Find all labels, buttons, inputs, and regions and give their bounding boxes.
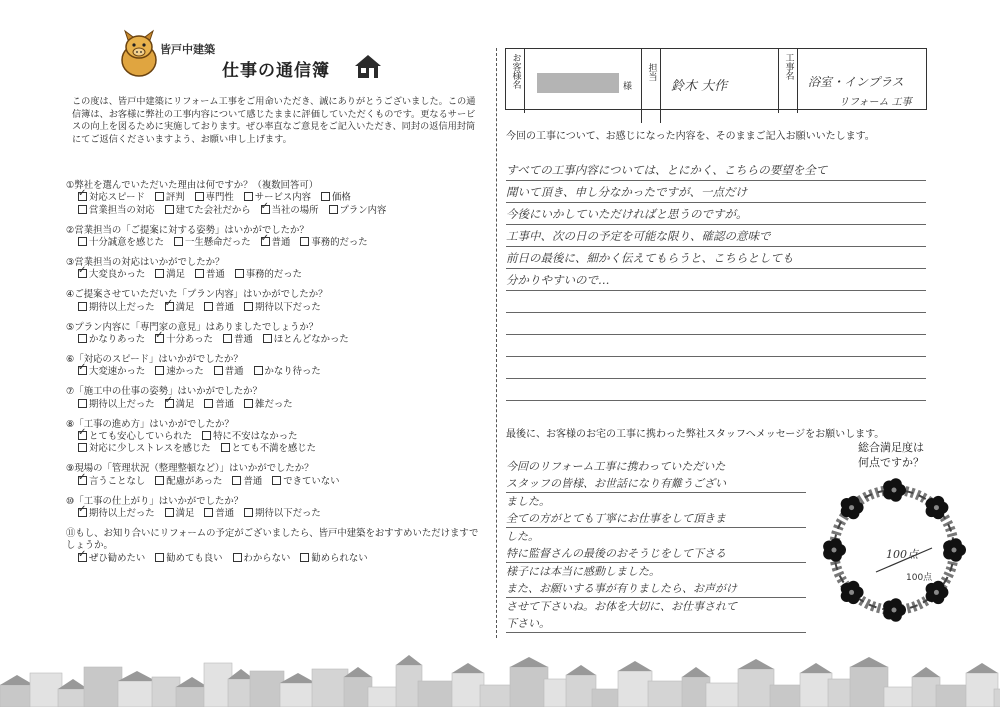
skyline-roof [738, 659, 774, 669]
answer-label: 期待以上だった [89, 398, 155, 410]
answer-option[interactable] [329, 205, 387, 216]
brand-name: 皆戸中建築 [160, 43, 215, 56]
answer-label: かなり待った [264, 366, 321, 378]
message-handwriting-line: 今回のリフォーム工事に携わっていただいた [506, 460, 726, 473]
question-text: ④ご提案させていただいた「プラン内容」はいかがでしたか？ [66, 289, 328, 301]
comment-handwriting-line: 前日の最後に、細かく伝えてもらうと、こちらとしても [506, 248, 926, 269]
checked-checkbox-icon[interactable] [78, 553, 87, 562]
comment-handwriting-line: 聞いて頂き、申し分なかったですが、一点だけ [506, 182, 926, 203]
checked-checkbox-icon[interactable] [165, 399, 174, 408]
answer-label: 普通 [224, 366, 244, 378]
skyline-building [850, 667, 888, 707]
skyline-building [648, 681, 686, 707]
answer-option[interactable] [204, 302, 234, 313]
answer-label: 期待以下だった [255, 508, 321, 520]
brand-logo-text [160, 43, 215, 56]
answer-option[interactable] [195, 269, 225, 280]
answer-option[interactable] [78, 205, 155, 216]
checkbox-icon[interactable] [329, 205, 338, 214]
question-text: ⑧「工事の進め方」はいかがでしたか？ [66, 418, 234, 430]
skyline-roof [176, 677, 208, 687]
question-block [66, 419, 486, 456]
question-block [66, 257, 486, 282]
comment-handwriting-line: 分かりやすいので… [506, 270, 926, 291]
ruled-line [506, 358, 926, 379]
question-text: ⑦「施工中の仕事の姿勢」はいかがでしたか？ [66, 386, 262, 398]
answer-option[interactable] [221, 443, 316, 454]
checked-checkbox-icon[interactable] [78, 366, 87, 375]
checkbox-icon[interactable] [321, 192, 330, 201]
answer-option[interactable] [300, 553, 367, 564]
message-handwriting-line: 下さい。 [506, 615, 806, 633]
flower-icon [883, 598, 906, 621]
checkbox-icon[interactable] [244, 302, 253, 311]
answer-option[interactable] [78, 302, 155, 313]
answer-label: 大変良かった [89, 269, 146, 281]
skyline-building [312, 669, 348, 707]
answer-label: 当社の場所 [271, 204, 319, 216]
answer-option[interactable] [254, 366, 321, 377]
answer-option[interactable] [78, 399, 155, 410]
checkbox-icon[interactable] [204, 508, 213, 517]
skyline-building [58, 689, 88, 707]
answer-option[interactable] [263, 334, 349, 345]
question-block [66, 354, 486, 379]
message-prompt: 最後に、お客様のお宅の工事に携わった弊社スタッフへメッセージをお願いします。 [506, 429, 885, 440]
ruled-line [506, 292, 926, 313]
answer-label: 満足 [175, 398, 195, 410]
answer-option[interactable] [232, 476, 262, 487]
answer-option[interactable] [78, 553, 145, 564]
answer-label: ぜひ勧めたい [89, 552, 146, 564]
answer-option[interactable] [244, 508, 321, 519]
skyline-building [368, 687, 400, 707]
skyline-building [592, 689, 622, 707]
answer-option[interactable] [204, 508, 234, 519]
message-handwriting-line: 全ての方がとても丁寧にお仕事をして頂きま [506, 510, 806, 528]
answer-label: 事務的だった [311, 237, 368, 249]
checked-checkbox-icon[interactable] [155, 334, 164, 343]
answer-label: 専門性 [205, 192, 234, 204]
checkbox-icon[interactable] [254, 366, 263, 375]
question-block [66, 289, 486, 314]
checkbox-icon[interactable] [165, 205, 174, 214]
house-icon [354, 53, 382, 79]
message-handwriting-line: 特に監督さんの最後のおそうじをして下さる [506, 545, 806, 563]
answer-label: 一生懸命だった [185, 237, 251, 249]
question-block [66, 180, 486, 217]
answer-label: 普通 [215, 508, 235, 520]
checked-checkbox-icon[interactable] [78, 192, 87, 201]
staff-name: 鈴木 大作 [671, 79, 728, 94]
checked-checkbox-icon[interactable] [165, 302, 174, 311]
skyline-building [966, 673, 998, 707]
question-text: ⑤プラン内容に「専門家の意見」はありましたでしょうか？ [66, 321, 319, 333]
answer-option[interactable] [195, 192, 234, 203]
checked-checkbox-icon[interactable] [261, 205, 270, 214]
answer-option[interactable] [78, 192, 145, 203]
answer-option[interactable] [214, 366, 244, 377]
comment-handwriting-line: 工事中、次の日の予定を可能な限り、確認の意味で [506, 226, 926, 247]
flower-icon [823, 538, 846, 561]
answer-label: 特に不安はなかった [213, 431, 298, 442]
intro-text: この度は、皆戸中建築にリフォーム工事をご用命いただき、誠にありがとうございました。この通信簿は、お客様に弊社の工事内容について感じたままに評価していただくものです。更なるサービスの向上を図るために実施しております。ぜひ率直なご意見をご記入いただき、同封の返信用封筒にてご返信くださいますよう、お願い申し上げます。 [72, 96, 476, 145]
ruled-line [506, 336, 926, 357]
flower-icon [926, 581, 949, 604]
score-value: 100点 [886, 548, 918, 561]
skyline-building [994, 689, 1000, 707]
skyline-roof [510, 657, 548, 667]
skyline-roof [618, 661, 652, 671]
answer-option[interactable] [78, 334, 145, 345]
answer-label: 普通 [215, 301, 235, 313]
answer-option[interactable] [165, 508, 195, 519]
checkbox-icon[interactable] [214, 366, 223, 375]
answer-option[interactable] [155, 553, 222, 564]
answer-label: 勧められない [311, 552, 368, 564]
skyline-building [770, 685, 804, 707]
checkbox-icon[interactable] [78, 205, 87, 214]
answer-label: とても不満を感じた [231, 443, 316, 455]
skyline-building [884, 687, 916, 707]
skyline-roof [0, 675, 34, 685]
question-text: ⑥「対応のスピード」はいかがでしたか？ [66, 353, 243, 365]
ruled-line [506, 314, 926, 335]
skyline-building [0, 685, 34, 707]
skyline-roof [912, 667, 940, 677]
comment-handwriting-line: 今後にいかしていただければと思うのですが。 [506, 204, 926, 225]
answer-label: 満足 [166, 269, 186, 281]
skyline-roof [682, 667, 710, 677]
checkbox-icon[interactable] [78, 443, 87, 452]
answer-label: 営業担当の対応 [89, 204, 155, 216]
question-text: ⑩「工事の仕上がり」はいかがでしたか？ [66, 495, 244, 507]
checkbox-icon[interactable] [221, 443, 230, 452]
answer-label: 大変速かった [89, 366, 146, 378]
answer-label: 十分誠意を感じた [89, 237, 165, 249]
checked-checkbox-icon[interactable] [78, 431, 87, 440]
answer-label: わからない [243, 552, 291, 564]
checkbox-icon[interactable] [300, 553, 309, 562]
skyline-roof [58, 679, 88, 689]
answer-option[interactable] [155, 476, 222, 487]
skyline-building [480, 685, 514, 707]
answer-option[interactable] [174, 237, 251, 248]
answer-label: 言うことなし [89, 475, 146, 487]
answer-option[interactable] [78, 237, 164, 248]
message-handwriting-line: 様子には本当に感動しました。 [506, 565, 660, 578]
checkbox-icon[interactable] [78, 237, 87, 246]
skyline-building [418, 681, 456, 707]
answer-option[interactable] [155, 334, 213, 345]
answer-label: 普通 [243, 475, 263, 487]
answer-label: 対応スピード [89, 192, 145, 204]
skyline-roof [118, 671, 156, 681]
flower-wreath-score [814, 470, 974, 630]
answer-option[interactable] [78, 269, 145, 280]
checkbox-icon[interactable] [155, 553, 164, 562]
answer-option[interactable] [321, 192, 351, 203]
skyline-roof [452, 663, 484, 673]
question-block [66, 528, 486, 565]
answer-label: 対応に少しストレスを感じた [89, 443, 211, 455]
answer-label: とても安心していられた [89, 431, 193, 442]
checkbox-icon[interactable] [202, 431, 211, 440]
skyline-roof [800, 663, 832, 673]
boar-mascot-logo [115, 28, 163, 80]
skyline-building [706, 683, 742, 707]
checkbox-icon[interactable] [204, 302, 213, 311]
answer-label: 価格 [332, 192, 351, 204]
skyline-roof [850, 657, 888, 667]
score-max: 100点 [906, 573, 933, 583]
message-area [506, 458, 806, 633]
answer-label: ほとんどなかった [273, 334, 349, 346]
answer-option[interactable] [165, 205, 251, 216]
customer-name-label: お客様名 [506, 49, 525, 113]
checkbox-icon[interactable] [300, 237, 309, 246]
skyline-building [84, 667, 122, 707]
answer-label: 普通 [233, 334, 253, 346]
answer-label: できていない [283, 475, 340, 487]
answer-option[interactable] [155, 192, 185, 203]
answer-label: 建てた会社だから [175, 204, 251, 216]
skyline-building [30, 673, 62, 707]
answer-option[interactable] [204, 399, 234, 410]
answer-option[interactable] [233, 553, 291, 564]
checkbox-icon[interactable] [244, 192, 253, 201]
comment-prompt: 今回の工事について、お感じになった内容を、そのままご記入お願いいたします。 [506, 131, 875, 142]
checkbox-icon[interactable] [174, 237, 183, 246]
answer-label: 雑だった [255, 398, 293, 410]
checkbox-icon[interactable] [195, 269, 204, 278]
message-handwriting-line: スタッフの皆様、お世話になり有難うござい [506, 475, 806, 493]
checkbox-icon[interactable] [78, 399, 87, 408]
checkbox-icon[interactable] [232, 476, 241, 485]
answer-option[interactable] [78, 508, 155, 519]
answer-label: 満足 [175, 301, 195, 313]
answer-label: 期待以上だった [89, 301, 155, 313]
answer-label: 速かった [166, 366, 204, 378]
answer-label: 普通 [271, 237, 291, 249]
answer-label: かなりあった [89, 334, 146, 346]
answer-option[interactable] [155, 269, 185, 280]
message-handwriting-line: ました。 [506, 495, 550, 508]
skyline-building [738, 669, 774, 707]
checkbox-icon[interactable] [263, 334, 272, 343]
checkbox-icon[interactable] [155, 366, 164, 375]
answer-label: 勧めても良い [166, 552, 223, 564]
satisfaction-line2: 何点ですか？ [858, 456, 924, 469]
answer-option[interactable] [261, 237, 291, 248]
message-handwriting-line: また、お願いする事が有りましたら、お声がけ [506, 580, 806, 598]
question-text: ②営業担当の「ご提案に対する姿勢」はいかがでしたか？ [66, 224, 309, 236]
checkbox-icon[interactable] [78, 302, 87, 311]
skyline-building [618, 671, 652, 707]
checkbox-icon[interactable] [233, 553, 242, 562]
answer-label: 事務的だった [245, 269, 303, 281]
message-handwriting-line: した。 [506, 530, 539, 543]
answer-label: 期待以上だった [89, 508, 155, 520]
answer-label: 普通 [206, 269, 225, 281]
skyline-building [176, 687, 208, 707]
flower-icon [926, 496, 949, 519]
message-handwriting-line: させて下さいね。お体を大切に、お仕事されて [506, 600, 737, 613]
answer-label: 配慮があった [166, 475, 223, 487]
skyline-roof [566, 665, 596, 675]
question-block [66, 322, 486, 347]
checkbox-icon[interactable] [195, 192, 204, 201]
answer-label: 十分あった [166, 334, 213, 346]
skyline-roof [280, 673, 316, 683]
answer-option[interactable] [165, 399, 195, 410]
page-divider [496, 48, 497, 638]
skyline-building [452, 673, 484, 707]
checkbox-icon[interactable] [244, 399, 253, 408]
flower-icon [883, 478, 906, 501]
flower-icon [943, 538, 966, 561]
comment-handwriting-line: すべての工事内容については、とにかく、こちらの要望を全て [506, 160, 926, 181]
answer-option[interactable] [244, 302, 321, 313]
skyline-building [118, 681, 156, 707]
satisfaction-line1: 総合満足度は [858, 441, 924, 454]
work-name-line2: リフォーム 工事 [839, 97, 912, 108]
answer-option[interactable] [78, 443, 211, 454]
question-block [66, 463, 486, 488]
answer-option[interactable] [202, 431, 297, 442]
answer-option[interactable] [78, 476, 145, 487]
checkbox-icon[interactable] [223, 334, 232, 343]
question-block [66, 386, 486, 411]
answer-option[interactable] [78, 366, 145, 377]
question-block [66, 225, 486, 250]
checkbox-icon[interactable] [165, 508, 174, 517]
answer-option[interactable] [78, 431, 192, 442]
answer-label: 満足 [175, 508, 195, 520]
redacted-customer-name [537, 73, 619, 93]
answer-option[interactable] [244, 192, 311, 203]
checkbox-icon[interactable] [235, 269, 244, 278]
skyline-building [250, 671, 284, 707]
checked-checkbox-icon[interactable] [261, 237, 270, 246]
checkbox-icon[interactable] [272, 476, 281, 485]
question-text: ⑨現場の「管理状況（整理整頓など）」はいかがでしたか？ [66, 463, 314, 475]
checked-checkbox-icon[interactable] [78, 508, 87, 517]
answer-label: 普通 [215, 398, 235, 410]
answer-option[interactable] [261, 205, 319, 216]
checkbox-icon[interactable] [155, 269, 164, 278]
page-title: 仕事の通信簿 [222, 61, 330, 81]
answer-label: プラン内容 [339, 204, 387, 216]
answer-option[interactable] [235, 269, 302, 280]
honorific-label: 様 [623, 82, 633, 92]
comment-area [506, 160, 926, 402]
question-text: ⑪もし、お知り合いにリフォームの予定がございましたら、皆戸中建築をおすすめいただけますでしょうか。 [66, 527, 479, 552]
checkbox-icon[interactable] [155, 192, 164, 201]
questionnaire [66, 180, 486, 573]
answer-label: 期待以下だった [255, 301, 321, 313]
checkbox-icon[interactable] [204, 399, 213, 408]
staff-label: 担当 [641, 49, 661, 123]
town-skyline-decoration [0, 640, 1000, 707]
ruled-line [506, 380, 926, 401]
skyline-roof [396, 655, 422, 665]
answer-option[interactable] [300, 237, 367, 248]
answer-option[interactable] [272, 476, 339, 487]
skyline-roof [966, 663, 998, 673]
skyline-building [566, 675, 596, 707]
satisfaction-question [858, 440, 924, 470]
answer-label: 評判 [165, 192, 185, 204]
answer-option[interactable] [244, 399, 293, 410]
skyline-building [280, 683, 316, 707]
question-text: ①弊社を選んでいただいた理由は何ですか？（複数回答可） [66, 180, 319, 191]
question-text: ③営業担当の対応はいかがでしたか？ [66, 257, 225, 269]
skyline-building [800, 673, 832, 707]
answer-option[interactable] [223, 334, 253, 345]
checkbox-icon[interactable] [155, 476, 164, 485]
checked-checkbox-icon[interactable] [78, 269, 87, 278]
checkbox-icon[interactable] [78, 334, 87, 343]
answer-option[interactable] [155, 366, 204, 377]
skyline-building [510, 667, 548, 707]
answer-label: サービス内容 [254, 192, 312, 204]
checked-checkbox-icon[interactable] [78, 476, 87, 485]
checkbox-icon[interactable] [244, 508, 253, 517]
skyline-building [936, 685, 970, 707]
answer-option[interactable] [165, 302, 195, 313]
question-block [66, 496, 486, 521]
work-name-line1: 浴室・インプラス [808, 75, 904, 89]
work-label: 工事名 [778, 49, 798, 113]
